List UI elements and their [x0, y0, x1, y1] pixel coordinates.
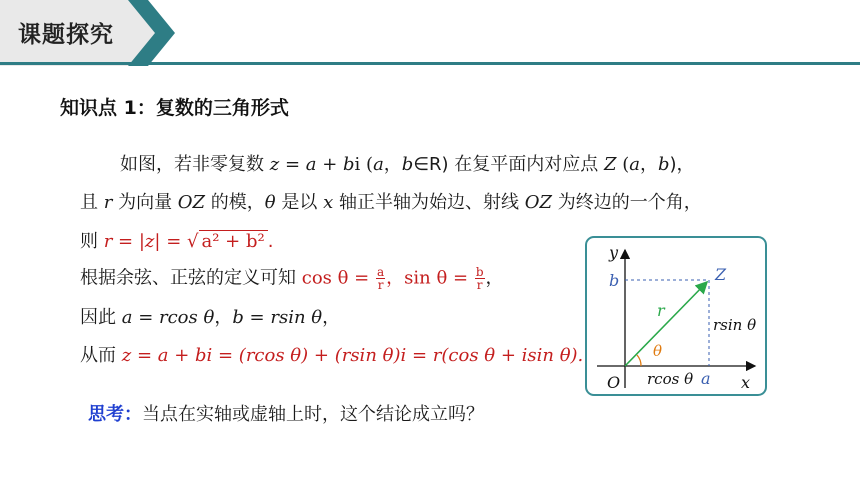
text: 因此 — [80, 307, 122, 328]
formula-a: a = rcos θ — [121, 307, 215, 328]
body-line-4 — [80, 266, 504, 291]
text: ， — [639, 154, 658, 175]
formula-cos: cos θ = — [301, 267, 375, 289]
r-label: r — [657, 301, 665, 320]
section-title: 知识点 1：复数的三角形式 — [60, 97, 289, 119]
formula-b: b = rsin θ — [232, 307, 323, 328]
text: 是以 — [275, 192, 324, 213]
var-a: a — [305, 154, 317, 175]
complex-plane-svg — [587, 238, 769, 398]
header-divider — [0, 62, 860, 65]
text: 则 — [80, 231, 104, 252]
complex-plane-diagram — [585, 236, 767, 396]
text: 轴正半轴为始边、射线 — [333, 192, 525, 213]
angle-arc — [637, 355, 641, 366]
var-a: a — [373, 154, 384, 175]
body-line-1 — [120, 153, 695, 177]
a-label: a — [701, 369, 711, 388]
think-question — [88, 400, 484, 426]
text: 为终边的一个角， — [551, 192, 702, 213]
think-text: 当点在实轴或虚轴上时，这个结论成立吗？ — [142, 404, 484, 425]
rcos-label: rcos θ — [647, 370, 694, 388]
var-z: z — [269, 154, 280, 175]
text: ， — [485, 267, 504, 289]
b-label: b — [609, 271, 620, 290]
Z-label: Z — [715, 265, 727, 284]
vector-oz — [625, 282, 707, 366]
var-b: b — [343, 154, 355, 175]
var-a: a — [629, 154, 640, 175]
var-Z: Z — [603, 154, 617, 175]
body-line-2 — [80, 191, 702, 215]
var-r: r — [103, 192, 113, 213]
formula-modulus: r = |z| = — [103, 231, 188, 252]
formula-trig-form: z = a + bi = (rcos θ) + (rsin θ)i = r(cos θ + isin θ). — [121, 345, 584, 366]
var-OZ: OZ — [177, 192, 206, 213]
numerator: a — [376, 265, 385, 279]
text: 根据余弦、正弦的定义可知 — [80, 267, 302, 289]
text: ∈R) 在复平面内对应点 — [413, 154, 604, 175]
header-title: 课题探究 — [18, 22, 114, 48]
text: ， — [322, 307, 341, 328]
var-theta: θ — [264, 192, 276, 213]
sqrt-sign: √ — [187, 231, 199, 252]
text: ， — [214, 307, 233, 328]
var-x: x — [323, 192, 334, 213]
fraction-b-over-r — [475, 266, 485, 291]
rsin-label: rsin θ — [713, 316, 757, 334]
text: . — [267, 231, 274, 252]
text: 且 — [80, 192, 104, 213]
body-line-3 — [80, 230, 273, 254]
y-label: y — [609, 243, 619, 262]
text: ( — [616, 154, 630, 175]
sqrt-radicand: a² + b² — [199, 230, 268, 252]
text: i ( — [354, 154, 374, 175]
text: 从而 — [80, 345, 122, 366]
numerator: b — [475, 265, 484, 279]
text: + — [316, 154, 344, 175]
fraction-a-over-r — [376, 266, 385, 291]
text: 的模， — [205, 192, 265, 213]
text: ， — [383, 154, 402, 175]
body-line-6 — [80, 344, 583, 368]
think-label: 思考： — [88, 404, 142, 425]
origin-label: O — [607, 373, 621, 392]
text: 如图，若非零复数 — [120, 154, 270, 175]
body-line-5 — [80, 306, 340, 330]
text: )， — [669, 154, 695, 175]
formula-sin: sin θ = — [404, 267, 474, 289]
var-b: b — [657, 154, 670, 175]
text: = — [279, 154, 306, 175]
denominator: r — [476, 278, 483, 292]
x-label: x — [741, 373, 751, 392]
text: 为向量 — [112, 192, 178, 213]
theta-label: θ — [653, 342, 663, 360]
text: ， — [386, 267, 405, 289]
var-OZ: OZ — [524, 192, 552, 213]
denominator: r — [377, 278, 384, 292]
var-b: b — [401, 154, 414, 175]
